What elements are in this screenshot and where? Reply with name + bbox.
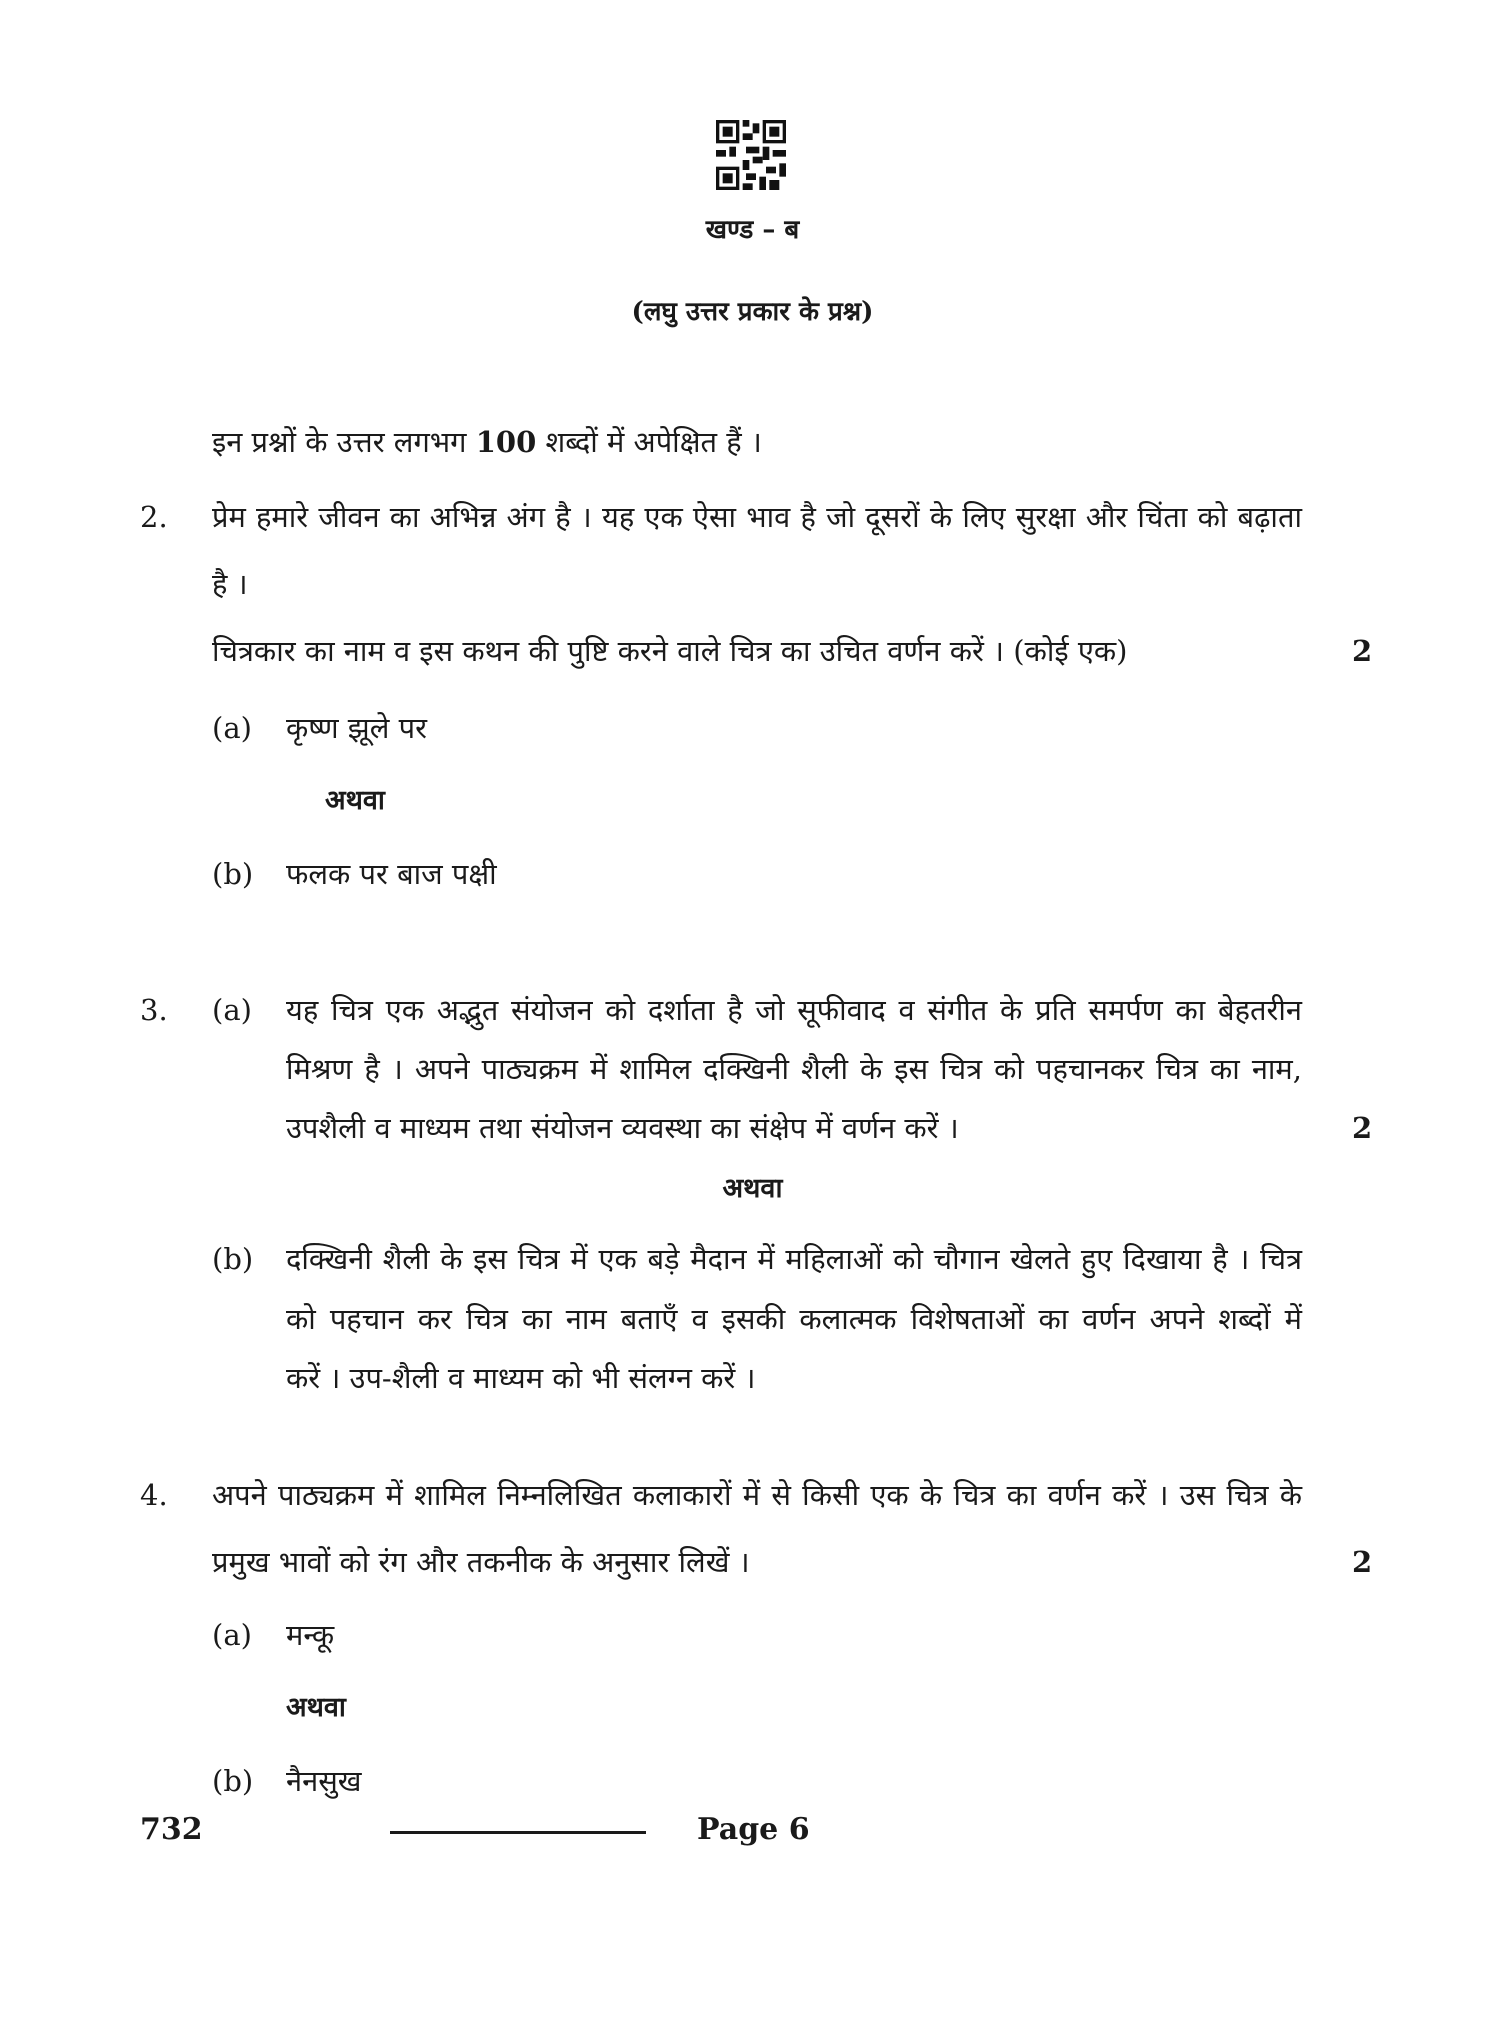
question-2-number: 2. xyxy=(140,500,168,534)
question-3-number: 3. xyxy=(140,993,168,1027)
question-2-option-b-text: फलक पर बाज पक्षी xyxy=(286,857,497,891)
instruction xyxy=(212,413,762,471)
instruction-text: इन प्रश्नों के उत्तर लगभग xyxy=(212,425,476,459)
question-3-option-a-line2: मिश्रण है । अपने पाठ्यक्रम में शामिल दक्खिनी शैली के इस चित्र को पहचानकर चित्र का नाम, xyxy=(286,1052,1302,1086)
question-4-line1: अपने पाठ्यक्रम में शामिल निम्नलिखित कलाकारों में से किसी एक के चित्र का वर्णन करें । उस चित्र के xyxy=(212,1478,1302,1512)
question-3-option-b-line1: दक्खिनी शैली के इस चित्र में एक बड़े मैदान में महिलाओं को चौगान खेलते हुए दिखाया है । चित्र xyxy=(286,1242,1302,1276)
section-title: खण्ड – ब xyxy=(705,215,800,245)
question-2-option-b-label: (b) xyxy=(212,857,254,891)
question-3-option-b-line3: करें । उप-शैली व माध्यम को भी संलग्न करें । xyxy=(286,1361,756,1395)
instruction-word-count: 100 xyxy=(475,425,537,459)
question-4-or: अथवा xyxy=(286,1692,346,1723)
question-2-option-a-label: (a) xyxy=(212,711,252,745)
question-4-number: 4. xyxy=(140,1478,168,1512)
question-3-option-a-label: (a) xyxy=(212,993,252,1027)
question-4-option-b-label: (b) xyxy=(212,1764,254,1798)
question-3-option-a-line3: उपशैली व माध्यम तथा संयोजन व्यवस्था का संक्षेप में वर्णन करें । xyxy=(286,1111,959,1145)
question-3-or: अथवा xyxy=(722,1173,783,1204)
qr-code-icon xyxy=(716,120,786,190)
question-2-intro-line2: है । xyxy=(212,567,248,601)
question-3-option-b-label: (b) xyxy=(212,1242,254,1276)
question-4-option-a-label: (a) xyxy=(212,1618,252,1652)
question-4-option-b-text: नैनसुख xyxy=(286,1764,362,1798)
question-2-or: अथवा xyxy=(325,785,385,816)
question-2-intro-line1: प्रेम हमारे जीवन का अभिन्न अंग है । यह एक ऐसा भाव है जो दूसरों के लिए सुरक्षा और चिंता को बढ़ाता xyxy=(212,500,1302,534)
footer-divider xyxy=(390,1831,646,1834)
question-4-option-a-text: मन्कू xyxy=(286,1618,335,1652)
section-subtitle: (लघु उत्तर प्रकार के प्रश्न) xyxy=(631,297,874,327)
question-2-option-a-text: कृष्ण झूले पर xyxy=(286,711,427,745)
question-3-option-b-line2: को पहचान कर चित्र का नाम बताएँ व इसकी कलात्मक विशेषताओं का वर्णन अपने शब्दों में xyxy=(286,1302,1302,1336)
question-4-marks: 2 xyxy=(1352,1545,1373,1579)
question-3-option-a-line1: यह चित्र एक अद्भुत संयोजन को दर्शाता है जो सूफीवाद व संगीत के प्रति समर्पण का बेहतरीन xyxy=(286,993,1302,1027)
question-2-marks: 2 xyxy=(1352,634,1373,668)
paper-code: 732 xyxy=(140,1812,203,1847)
instruction-text-end: शब्दों में अपेक्षित हैं । xyxy=(536,425,762,459)
question-4-line2: प्रमुख भावों को रंग और तकनीक के अनुसार लिखें । xyxy=(212,1545,750,1579)
question-3-marks: 2 xyxy=(1352,1111,1373,1145)
page-number: Page 6 xyxy=(697,1812,810,1847)
question-2-prompt: चित्रकार का नाम व इस कथन की पुष्टि करने वाले चित्र का उचित वर्णन करें । (कोई एक) xyxy=(212,634,1128,668)
